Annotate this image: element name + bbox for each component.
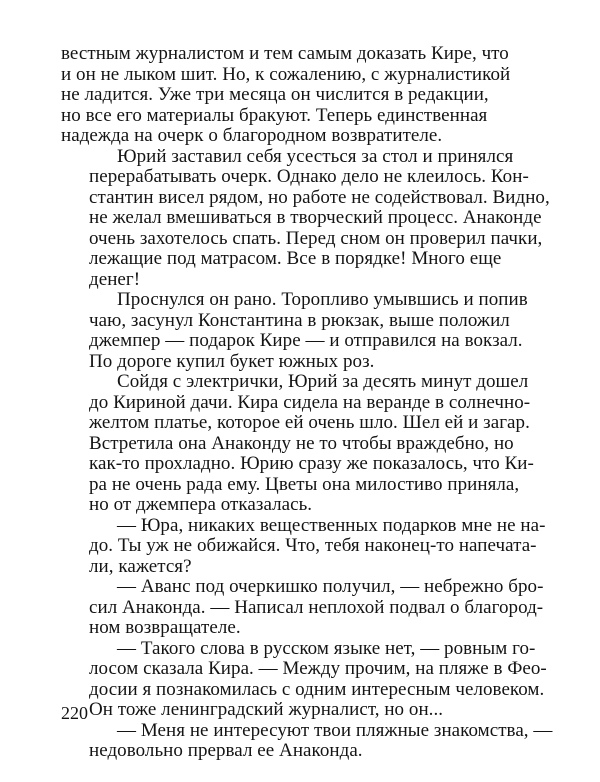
text-line: ном возвращателе. xyxy=(89,617,241,638)
text-line: перерабатывать очерк. Однако дело не клеилось. Кон- xyxy=(89,166,529,187)
text-line: но все его материалы бракуют. Теперь единственная xyxy=(61,104,488,126)
text-line: Сойдя с электрички, Юрий за десять минут дошел xyxy=(117,371,529,392)
text-line: но от джемпера отказалась. xyxy=(89,494,313,515)
text-line: очень захотелось спать. Перед сном он проверил пачки, xyxy=(89,227,543,249)
text-line: ра не очень рада ему. Цветы она милостиво приняла, xyxy=(89,473,520,495)
text-line: — Юра, никаких вещественных подарков мне не на- xyxy=(117,514,546,536)
text-line: не ладится. Уже три месяца он числится в редакции, xyxy=(61,84,489,105)
page-number: 220 xyxy=(61,703,88,723)
text-line: до Кириной дачи. Кира сидела на веранде в солнечно- xyxy=(89,391,531,413)
text-line: стантин висел рядом, но работе не содействовал. Видно, xyxy=(89,186,550,208)
paragraph xyxy=(61,719,553,762)
paragraph xyxy=(61,372,540,516)
paragraph xyxy=(61,576,544,639)
paragraph xyxy=(61,145,550,291)
text-line: — Аванс под очеркишко получил, — небрежно бро- xyxy=(117,576,544,597)
text-line: досии я познакомилась с одним интересным человеком. xyxy=(89,678,545,700)
text-line: джемпер — подарок Кире — и отправился на вокзал. xyxy=(89,330,523,351)
text-line: до. Ты уж не обижайся. Что, тебя наконец-то напечата- xyxy=(89,535,537,556)
text-line: По дороге купил букет южных роз. xyxy=(89,350,375,372)
text-line: Он тоже ленинградский журналист, но он... xyxy=(89,699,444,720)
text-line: денег! xyxy=(89,268,141,290)
paragraph xyxy=(61,44,540,147)
text-line: ли, кажется? xyxy=(89,555,192,577)
page-body-text xyxy=(61,43,553,762)
text-line: желтом платье, которое ей очень шло. Шел ей и загар. xyxy=(89,412,530,433)
text-line: как-то прохладно. Юрию сразу же показалось, что Ки- xyxy=(89,453,534,474)
text-line: — Меня не интересуют твои пляжные знакомства, — xyxy=(117,719,553,741)
paragraph xyxy=(61,637,547,721)
text-line: Проснулся он рано. Торопливо умывшись и попив xyxy=(117,289,528,310)
text-line: чаю, засунул Константина в рюкзак, выше положил xyxy=(89,309,510,331)
text-line: и он не лыком шит. Но, к сожалению, с журналистикой xyxy=(61,63,511,85)
text-line: вестным журналистом и тем самым доказать Кире, что xyxy=(61,43,509,64)
text-line: — Такого слова в русском языке нет, — ровным го- xyxy=(117,637,536,659)
text-line: лосом сказала Кира. — Между прочим, на пляже в Фео- xyxy=(89,658,547,679)
text-line: Юрий заставил себя усесться за стол и принялся xyxy=(117,145,514,167)
paragraph xyxy=(61,514,546,578)
paragraph xyxy=(61,290,540,372)
text-line: надежда на очерк о благородном возвратителе. xyxy=(61,125,443,146)
text-line: не желал вмешиваться в творческий процесс. Анаконде xyxy=(89,207,542,228)
text-line: лежащие под матрасом. Все в порядке! Много еще xyxy=(89,248,502,269)
text-line: сил Анаконда. — Написал неплохой подвал о благород- xyxy=(89,596,544,618)
text-line: недовольно прервал ее Анаконда. xyxy=(89,740,363,761)
text-line: Встретила она Анаконду не то чтобы враждебно, но xyxy=(89,432,514,454)
